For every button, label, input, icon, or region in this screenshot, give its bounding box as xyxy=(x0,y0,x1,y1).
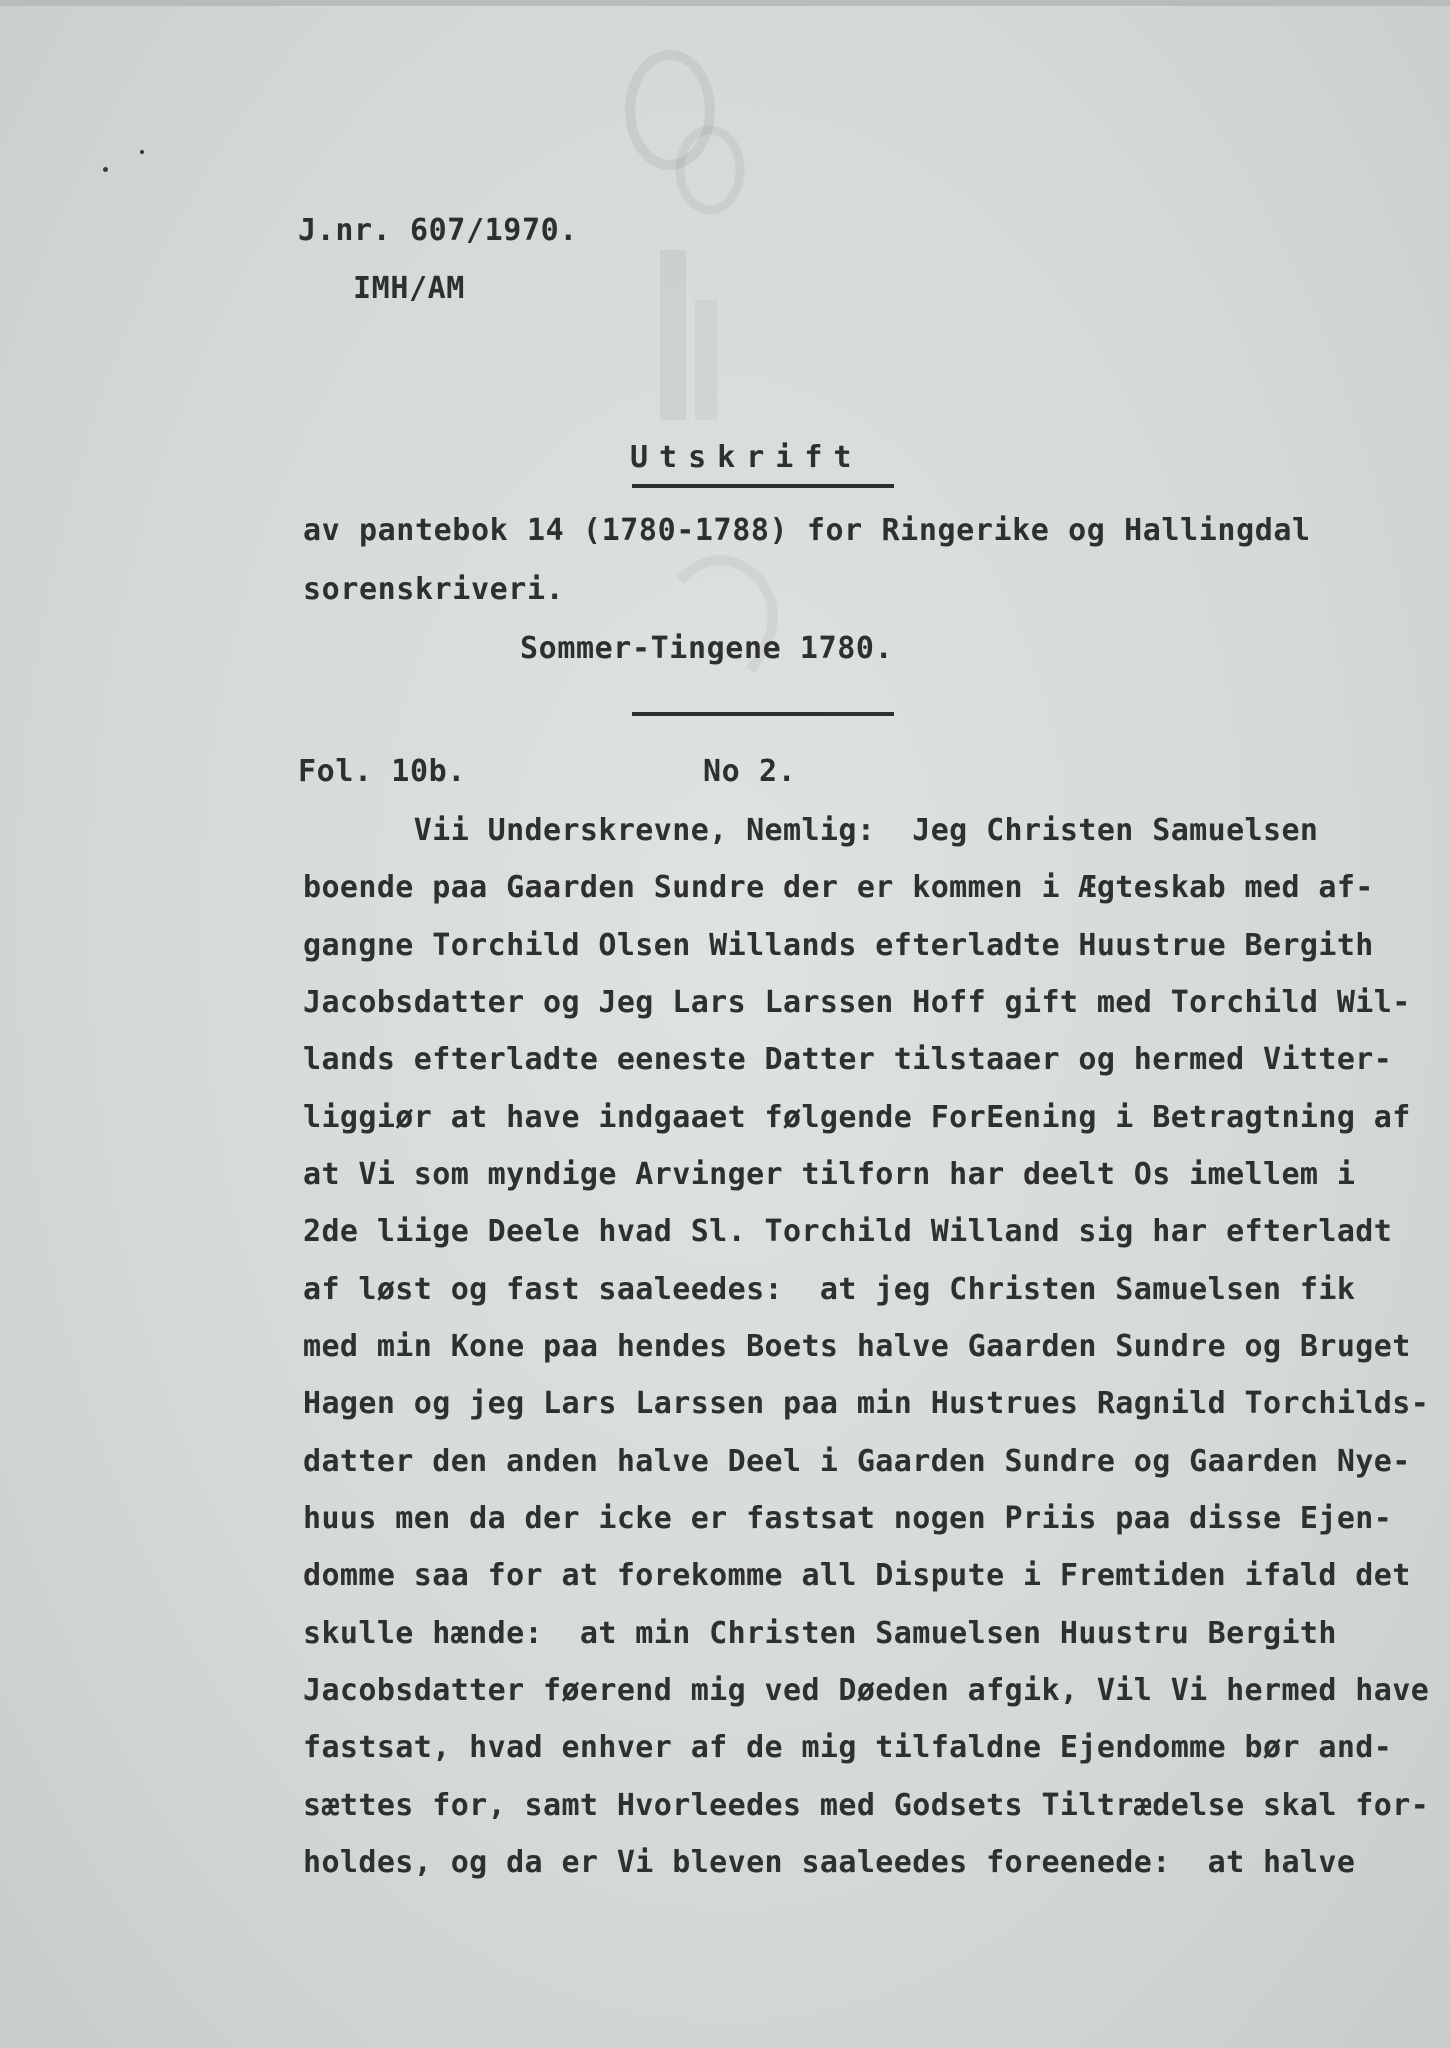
body-line: huus men da der icke er fastsat nogen Priis paa disse Ejen- xyxy=(303,1501,1393,1536)
body-line: at Vi som myndige Arvinger tilforn har deelt Os imellem i xyxy=(303,1157,1356,1192)
scan-edge xyxy=(0,0,1450,6)
subtitle-line-1: av pantebok 14 (1780-1788) for Ringerike og Hallingdal xyxy=(303,513,1311,548)
body-line: datter den anden halve Deel i Gaarden Sundre og Gaarden Nye- xyxy=(303,1444,1411,1479)
body-line: Jacobsdatter og Jeg Lars Larssen Hoff gift med Torchild Wil- xyxy=(303,985,1411,1020)
bleed-through-mark xyxy=(560,20,820,780)
document-title: Utskrift xyxy=(630,440,863,475)
subtitle-line-2: sorenskriveri. xyxy=(303,572,565,607)
body-line: holdes, og da er Vi bleven saaleedes foreenede: at halve xyxy=(303,1845,1356,1880)
body-line: fastsat, hvad enhver af de mig tilfaldne Ejendomme bør and- xyxy=(303,1730,1393,1765)
body-line: med min Kone paa hendes Boets halve Gaarden Sundre og Bruget xyxy=(303,1329,1411,1364)
title-underline xyxy=(632,484,894,488)
scan-speck xyxy=(103,167,108,172)
scan-speck xyxy=(140,150,144,154)
section-divider xyxy=(632,712,894,716)
body-line: af løst og fast saaleedes: at jeg Christen Samuelsen fik xyxy=(303,1272,1356,1307)
session-heading: Sommer-Tingene 1780. xyxy=(520,631,894,666)
body-line: gangne Torchild Olsen Willands efterladte Huustrue Bergith xyxy=(303,928,1374,963)
body-line: skulle hænde: at min Christen Samuelsen Huustru Bergith xyxy=(303,1616,1337,1651)
body-line: sættes for, samt Hvorleedes med Godsets Tiltrædelse skal for- xyxy=(303,1788,1430,1823)
body-line: domme saa for at forekomme all Dispute i Fremtiden ifald det xyxy=(303,1558,1411,1593)
body-line: liggiør at have indgaaet følgende ForEening i Betragtning af xyxy=(303,1100,1411,1135)
body-line: boende paa Gaarden Sundre der er kommen i Ægteskab med af- xyxy=(303,870,1374,905)
body-line: 2de liige Deele hvad Sl. Torchild Willand sig har efterladt xyxy=(303,1214,1393,1249)
body-line: Jacobsdatter føerend mig ved Døeden afgik, Vil Vi hermed have xyxy=(303,1673,1430,1708)
body-line: lands efterladte eeneste Datter tilstaaer og hermed Vitter- xyxy=(303,1042,1393,1077)
initials: IMH/AM xyxy=(353,271,465,306)
body-line: Hagen og jeg Lars Larssen paa min Hustrues Ragnild Torchilds- xyxy=(303,1386,1430,1421)
folio-reference: Fol. 10b. xyxy=(298,754,466,789)
entry-number: No 2. xyxy=(703,754,797,789)
journal-number: J.nr. 607/1970. xyxy=(298,213,578,248)
body-line: Vii Underskrevne, Nemlig: Jeg Christen Samuelsen xyxy=(303,813,1319,848)
